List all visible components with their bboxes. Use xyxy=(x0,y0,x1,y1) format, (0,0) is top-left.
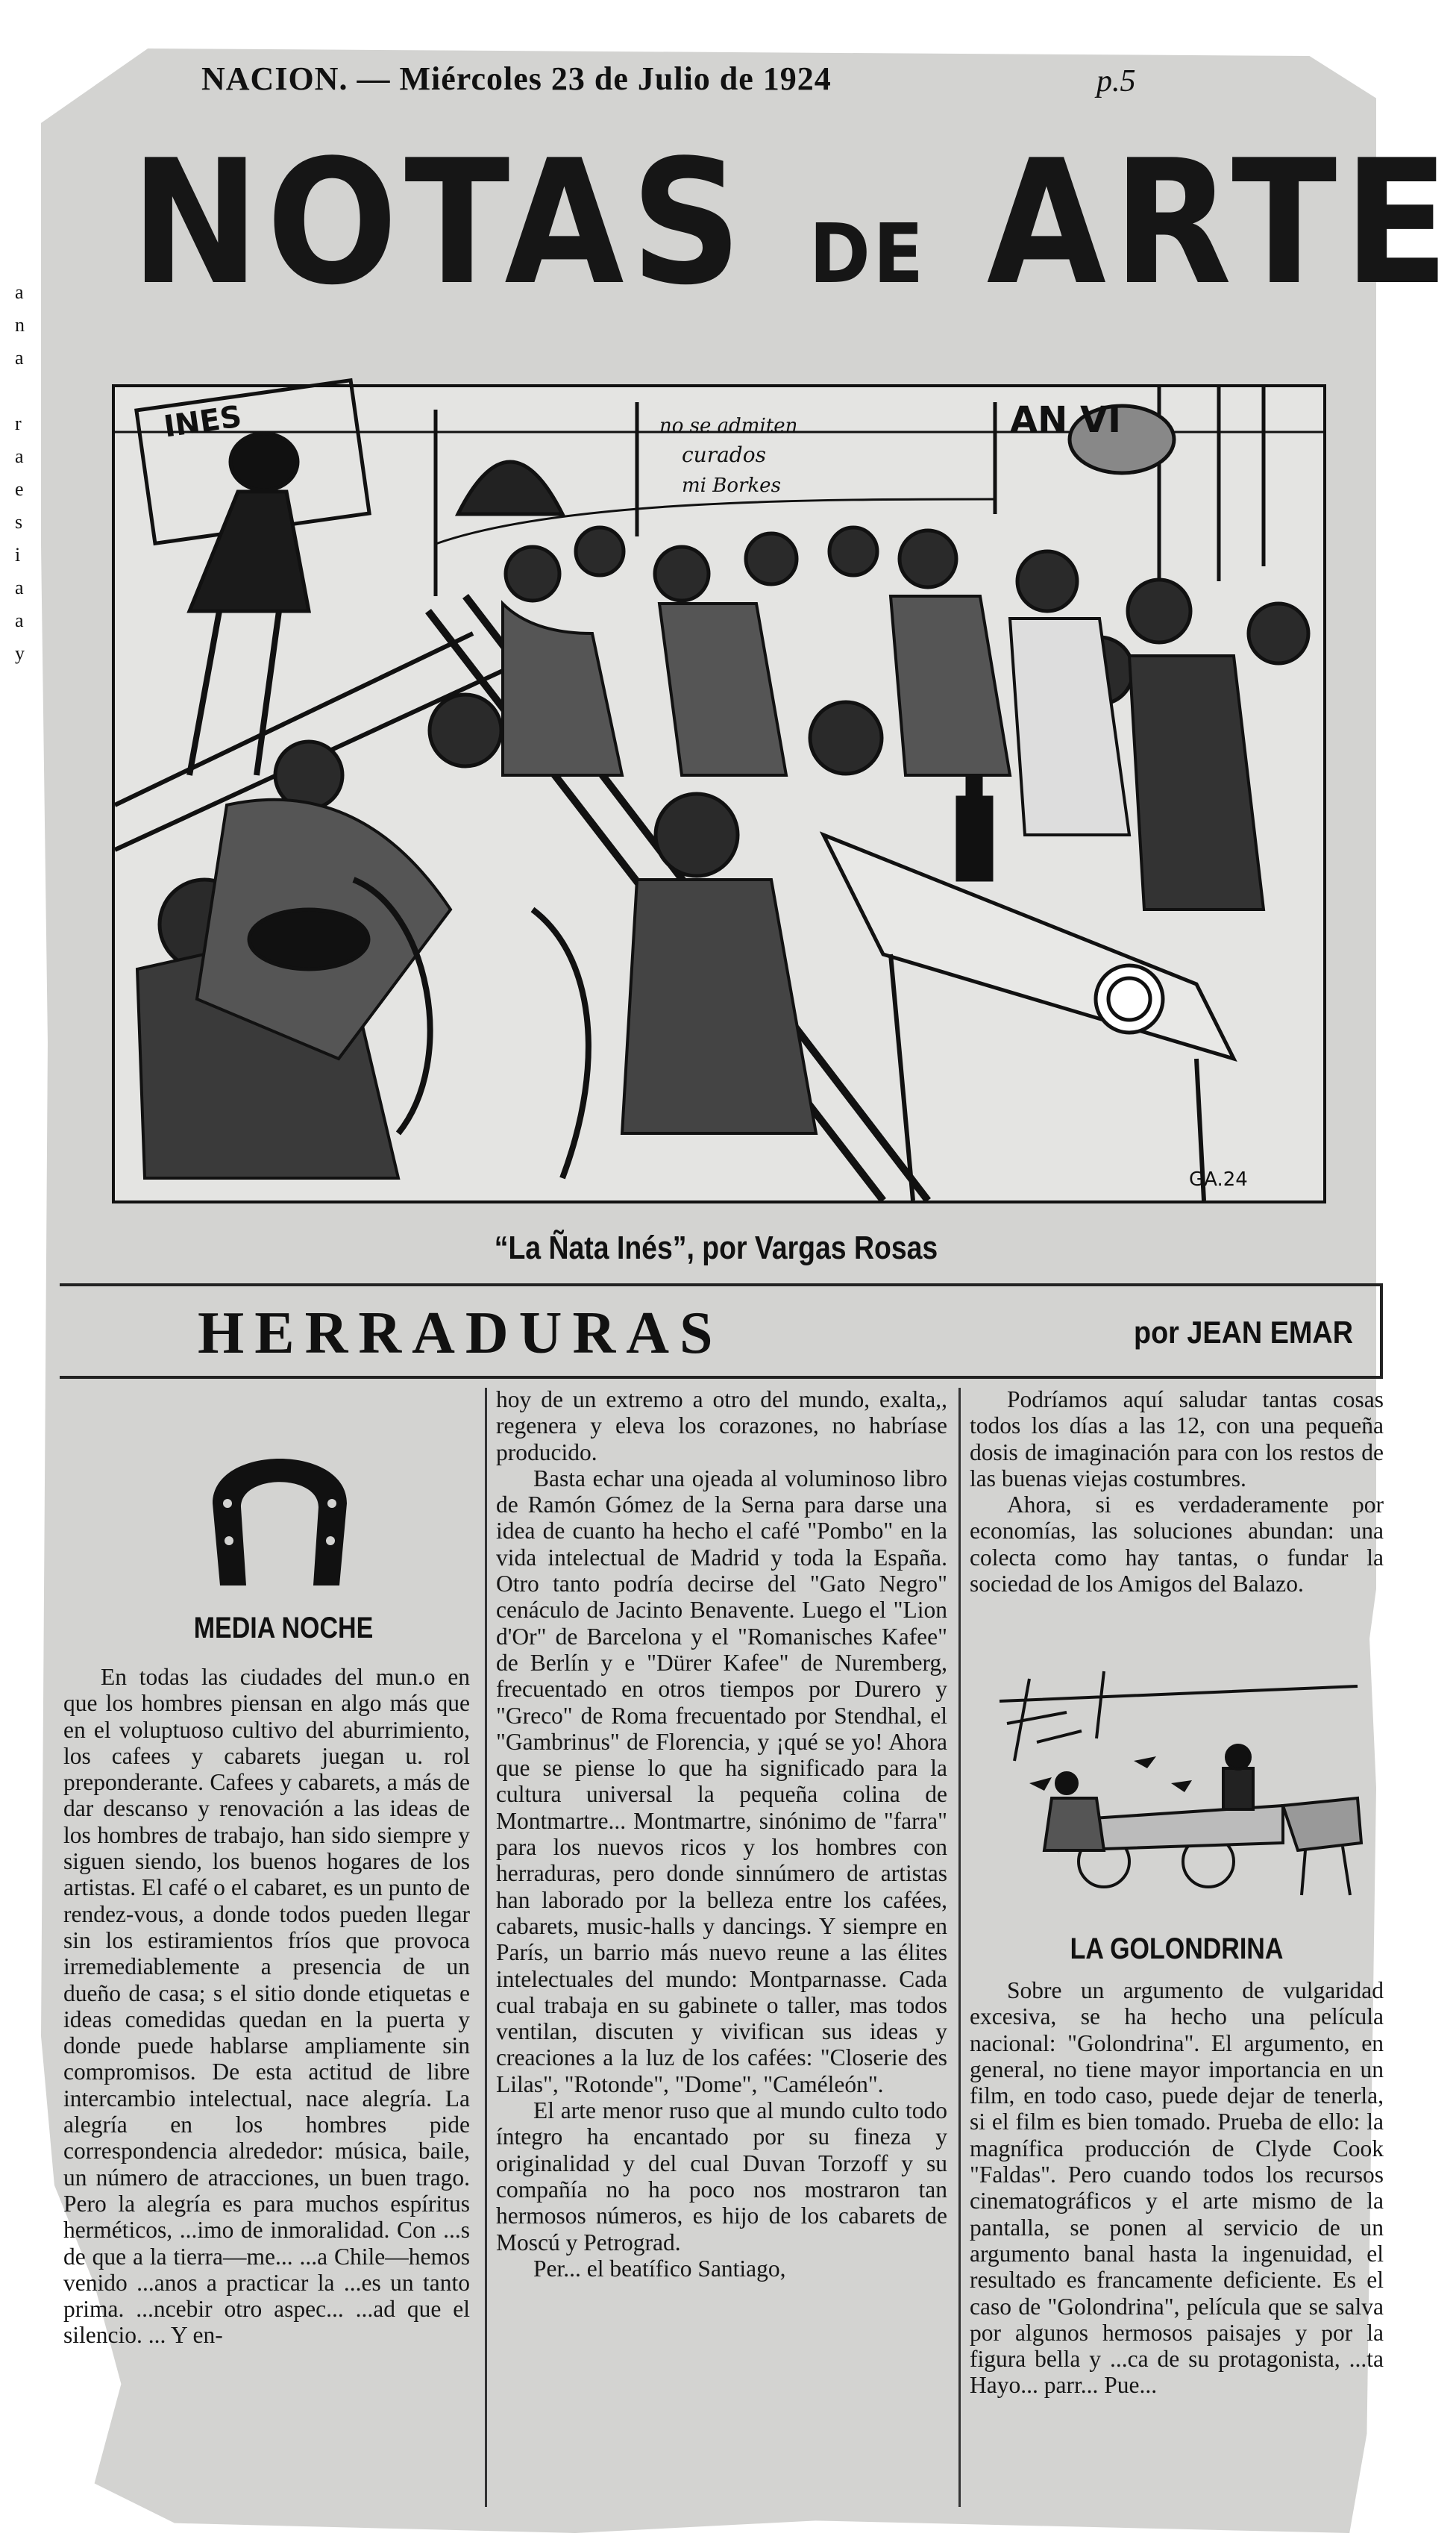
margin-letter: a xyxy=(15,347,24,369)
paragraph: El arte menor ruso que al mundo culto todo íntegro ha encantado por su fineza y originalidad y del cual Duvan Torzoff y su compañía no ha poco nos mostraron tan hermosos números, es hijo de los cabarets de Moscú y Petrograd. xyxy=(496,2097,947,2256)
subhead-media-noche: MEDIA NOCHE xyxy=(193,1612,374,1644)
margin-letter: y xyxy=(15,642,25,664)
article-byline: por JEAN EMAR xyxy=(1134,1315,1354,1350)
horseshoe-icon xyxy=(190,1414,369,1593)
margin-letter: a xyxy=(15,445,24,467)
margin-letter: a xyxy=(15,610,24,631)
torn-margin-letters xyxy=(15,276,37,670)
paragraph: Sobre un argumento de vulgaridad excesiva, se ha hecho una película nacional: "Golondrina". El argumento, en general, no tiene mayor importancia en un film, en todo caso, puede dejar de tenerla, si el film es bien tomado. Prueba de ello: la magnífica producción de Clyde Cook "Faldas". Pero cuando todos los recursos cinematográficos y el arte mismo de la pantalla, se ponen al servicio de un argumento banal hasta la ingenuidad, el resultado es francamente deficiente. Es el caso de "Golondrina", película que se salva por algunos hermosos paisajes y por la figura bella y ...ca de su protagonista, ...ta Hayo... parr... Pue... xyxy=(970,1977,1384,2399)
subhead-la-golondrina: LA GOLONDRINA xyxy=(1070,1932,1284,1965)
paragraph: Per... el beatífico Santiago, xyxy=(533,2255,786,2282)
margin-letter: a xyxy=(15,577,24,598)
column-1 xyxy=(63,1664,470,2499)
heading-word-2: ARTE xyxy=(986,124,1456,323)
illustration-caption: “La Ñata Inés”, por Vargas Rosas xyxy=(494,1230,938,1266)
margin-letter: r xyxy=(15,413,22,434)
margin-letter xyxy=(15,375,37,407)
heading-word-de: DE xyxy=(809,206,926,301)
masthead: NACION. — Miércoles 23 de Julio de 1924 xyxy=(201,60,832,97)
column-rule xyxy=(958,1388,961,2507)
margin-letter: n xyxy=(15,314,25,336)
paragraph: Ahora, si es verdaderamente por economías, las soluciones abundan: una colecta como hay tantas, o fundar la sociedad de los Amigos del Balazo. xyxy=(970,1491,1384,1597)
artist-signature: GA.24 xyxy=(1189,1168,1248,1191)
column-3-bottom xyxy=(970,1977,1384,2514)
horse-cart-drawing xyxy=(985,1671,1372,1910)
paragraph: hoy de un extremo a otro del mundo, exalta,, regenera y eleva los corazones, no habríase producido. xyxy=(496,1386,947,1465)
heading-word-1: NOTAS xyxy=(131,124,749,323)
article-title-box xyxy=(60,1283,1383,1379)
sign-note-line-2: curados xyxy=(682,442,766,467)
paragraph: En todas las ciudades del mun.o en que los hombres piensan en algo más que en el voluptuoso cultivo del aburrimiento, los cafees y cabarets juegan u. rol preponderante. Cafees y cabarets, a más de dar descanso y renovación a las ideas de los hombres de trabajo, han sido siempre y siguen siendo, los buenos hogares de los artistas. El café o el cabaret, es un punto de rendez-vous, a donde todos pueden llegar sin los estiramientos fríos que provoca irremediablemente a presencia de un dueño de casa; s el sitio donde etiquetas e ideas comedidas quedan en la puerta y donde puede hablarse ampliamente sin compromisos. De esta actitud de libre intercambio intelectual, nace alegría. La alegría en los hombres pide correspondencia alrededor: música, baile, un número de atracciones, un buen trago. Pero la alegría es para muchos espíritus herméticos, ...imo de inmoralidad. Con ...s de que a la tierra—me... ...a Chile—hemos venido ...anos a practicar la ...es un tanto prima. ...ncebir otro aspec... ...ad que el silencio. ... Y en- xyxy=(63,1664,470,2349)
column-3-top xyxy=(970,1386,1384,1597)
sign-note-line-3: mi Borkes xyxy=(682,475,781,497)
margin-letter: i xyxy=(15,544,21,566)
section-heading xyxy=(131,124,1456,323)
margin-letter: s xyxy=(15,511,23,533)
page-number: p.5 xyxy=(1096,64,1136,98)
margin-letter: e xyxy=(15,478,24,500)
column-2 xyxy=(496,1386,947,2513)
column-rule xyxy=(485,1388,487,2507)
cafe-scene-drawing xyxy=(115,387,1323,1200)
sign-left-text: INES xyxy=(161,399,244,445)
cabaret-illustration xyxy=(112,384,1326,1203)
sign-note-line-1: no se admiten xyxy=(659,415,798,437)
paragraph: Podríamos aquí saludar tantas cosas todos los días a las 12, con una pequeña dosis de imaginación para con los restos de las buenas viejas costumbres. xyxy=(970,1386,1384,1491)
article-title: HERRADURAS xyxy=(198,1300,724,1366)
margin-letter: a xyxy=(15,281,24,303)
sign-right-text: AN VI xyxy=(1010,399,1122,441)
paragraph: Basta echar una ojeada al voluminoso libro de Ramón Gómez de la Serna para darse una idea de cuanto ha hecho el café "Pombo" en la vida intelectual de Madrid y toda la España. Otro tanto podría decirse del "Gato Negro" cenáculo de Jacinto Benavente. Luego el "Lion d'Or" de Barcelona y el "Romanisches Kafee" de Berlín y e "Dürer Kafee" de Nuremberg, frecuentado en otros tiempos por Durero y "Greco" de Roma frecuentado por Stendhal, el "Gambrinus" de Florencia, y ¡qué se yo! Ahora que se piense lo que ha significado para la cultura universal la pequeña colina de Montmartre... Montmartre, sinónimo de "farra" para los nuevos ricos y los hombres con herraduras, pero donde sinnúmero de artistas han laborado por la belleza entre los cafées, cabarets, music-halls y dancings. Y siempre en París, un barrio más nuevo reune a las élites intelectuales del mundo: Montparnasse. Cada cual trabaja en su gabinete o taller, mas todos ventilan, discuten y vivifican sus ideas y creaciones a la luz de los cafées: "Closerie des Lilas", "Rotonde", "Dome", "Caméleón". xyxy=(496,1465,947,2097)
